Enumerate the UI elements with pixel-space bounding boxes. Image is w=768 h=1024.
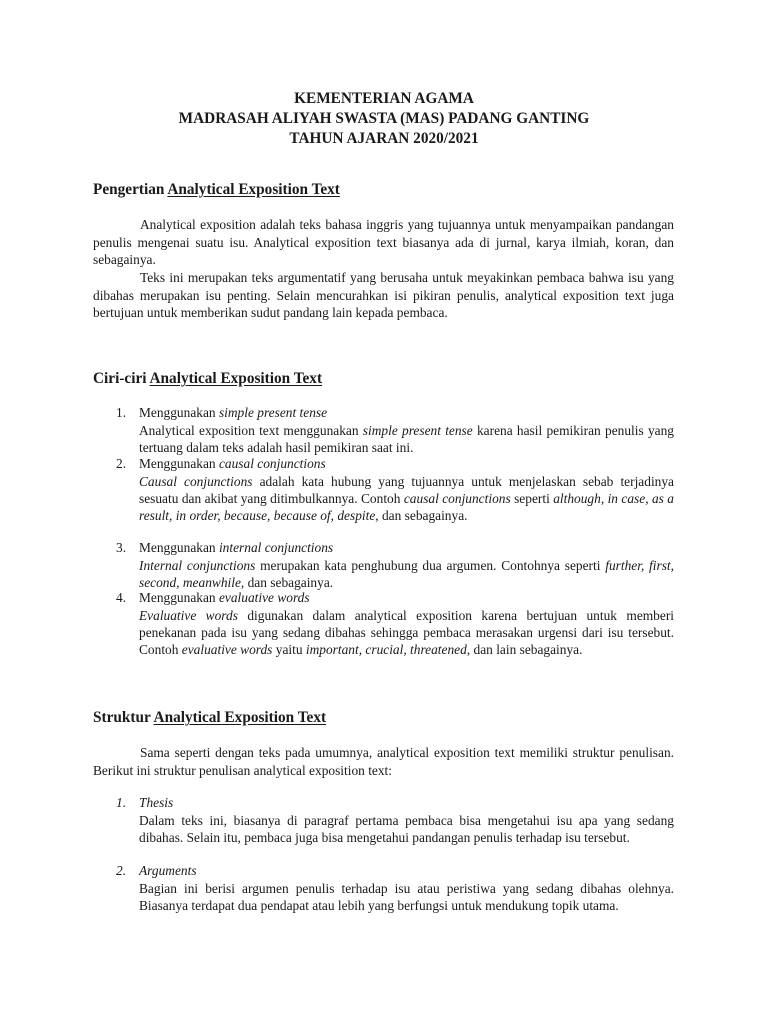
list-item-number: 4. [116,590,127,605]
document-header [0,89,768,149]
list-item-description: Internal conjunctions merupakan kata penghubung dua argumen. Contohnya seperti further, first, second, meanwhile, dan sebagainya. [139,558,674,590]
list-item-number: 1. [116,405,127,420]
list-item-number: 3. [116,540,127,555]
list-item-number: 2. [116,456,127,471]
section-title-ciri-ciri [93,369,322,389]
section-title-struktur [93,708,326,728]
paragraph-argumentative: Teks ini merupakan teks argumentatif yang berusaha untuk meyakinkan pembaca bahwa isu yang dibahas merupakan isu penting. Selain mencurahkan isi pikiran penulis, analytical exposition text juga bertujuan untuk memberikan sudut pandang lain kepada pembaca. [93,270,674,321]
list-item-heading: Menggunakan evaluative words [139,590,310,605]
list-item-description: Dalam teks ini, biasanya di paragraf pertama pembaca bisa mengetahui isu apa yang sedang dibahas. Selain itu, pembaca juga bisa mengetahui pandangan penulis terhadap isu tersebut. [139,813,674,845]
paragraph-structure-intro: Sama seperti dengan teks pada umumnya, analytical exposition text memiliki struktur penulisan. Berikut ini struktur penulisan analytical exposition text: [93,745,674,778]
list-item-number: 1. [116,795,127,810]
section-title-plain: Struktur [93,709,154,726]
list-item-heading: Menggunakan causal conjunctions [139,456,326,471]
list-item-description: Bagian ini berisi argumen penulis terhadap isu atau peristiwa yang sedang dibahas olehnya. Biasanya terdapat dua pendapat atau lebih yang berfungsi untuk mendukung topik utama. [139,881,674,913]
header-ministry: KEMENTERIAN AGAMA [294,90,474,107]
section-title-plain: Ciri-ciri [93,370,150,387]
section-title-underlined: Analytical Exposition Text [153,709,327,726]
section-title-underlined: Analytical Exposition Text [149,370,323,387]
header-academic-year: TAHUN AJARAN 2020/2021 [289,130,479,147]
section-title-pengertian [93,180,340,200]
section-title-underlined: Analytical Exposition Text [167,181,340,198]
list-item-description: Causal conjunctions adalah kata hubung yang tujuannya untuk menjelaskan sebab terjadinya sesuatu dan akibat yang ditimbulkannya. Contoh causal conjunctions seperti although, in case, as a result, in order, because, because of, despite, dan sebagainya. [139,474,674,523]
list-item-heading: Menggunakan simple present tense [139,405,328,420]
list-item-description: Evaluative words digunakan dalam analytical exposition karena bertujuan untuk memberi penekanan pada isu yang sedang dibahas sehingga pembaca merasakan urgensi dari isu tersebut. Contoh evaluative words yaitu important, crucial, threatened, dan lain sebagainya. [139,608,674,657]
section-title-plain: Pengertian [93,181,168,198]
header-school: MADRASAH ALIYAH SWASTA (MAS) PADANG GANTING [178,110,590,127]
list-item-number: 2. [116,863,127,878]
list-item-heading: Thesis [139,795,174,810]
paragraph-definition: Analytical exposition adalah teks bahasa inggris yang tujuannya untuk menyampaikan pandangan penulis mengenai suatu isu. Analytical exposition text biasanya ada di jurnal, karya ilmiah, koran, dan sebagainya. [93,217,674,268]
list-item-description: Analytical exposition text menggunakan simple present tense karena hasil pemikiran penulis yang tertuang dalam teks adalah hasil pemikiran saat ini. [139,423,674,455]
list-item-heading: Menggunakan internal conjunctions [139,540,334,555]
list-item-heading: Arguments [139,863,197,878]
